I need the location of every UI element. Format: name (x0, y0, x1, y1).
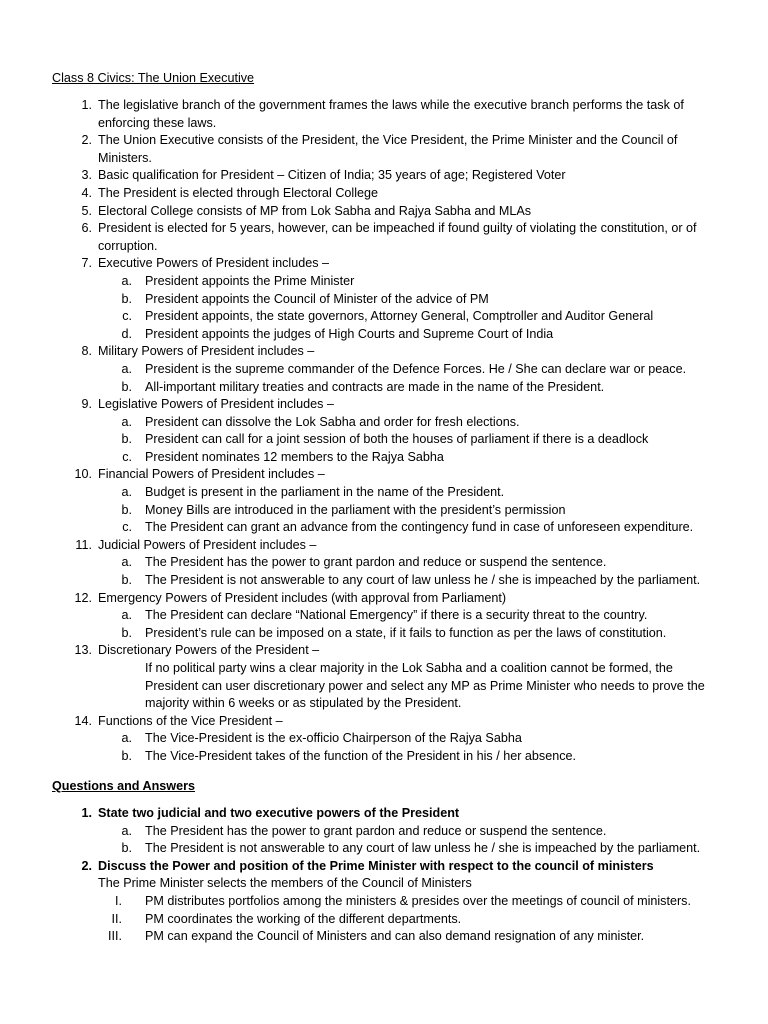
list-item-number: 8. (81, 344, 92, 359)
sub-item-letter: a. (121, 485, 132, 500)
list-item-text: Judicial Powers of President includes – (98, 537, 317, 552)
list-item (0, 537, 768, 555)
sub-list-item (0, 502, 768, 520)
answer-item (0, 928, 768, 946)
list-item (0, 396, 768, 414)
list-item (0, 343, 768, 361)
sub-list-item (0, 484, 768, 502)
sub-item-text: President is the supreme commander of the Defence Forces. He / She can declare war or peace. (145, 361, 687, 376)
list-item-number: 14. (74, 713, 92, 728)
sub-item-letter: b. (121, 291, 132, 306)
list-item-number: 3. (81, 168, 92, 183)
list-item-number: 5. (81, 203, 92, 218)
sub-item-letter: a. (121, 555, 132, 570)
list-item-text: Electoral College consists of MP from Lok Sabha and Rajya Sabha and MLAs (98, 203, 532, 218)
sub-item-text: The Vice-President takes of the function of the President in his / her absence. (145, 748, 577, 763)
list-item (0, 255, 768, 273)
list-item-number: 1. (81, 98, 92, 112)
answer-letter: a. (121, 823, 132, 838)
sub-item-text: President appoints, the state governors, Attorney General, Comptroller and Auditor General (145, 309, 654, 324)
list-item-text: Discretionary Powers of the President – (98, 643, 320, 658)
sub-item-letter: a. (121, 731, 132, 746)
answer-item (0, 823, 768, 841)
sub-item-text: President’s rule can be imposed on a state, if it fails to function as per the laws of constitution. (145, 625, 667, 640)
sub-item-text: The President can grant an advance from the contingency fund in case of unforeseen expenditure. (145, 520, 694, 535)
list-item-number: 13. (74, 643, 92, 658)
list-item-text: Military Powers of President includes – (98, 344, 315, 359)
list-item-number: 9. (81, 397, 92, 412)
sub-item-letter: c. (122, 520, 132, 535)
page-title: Class 8 Civics: The Union Executive (52, 71, 255, 85)
sub-item-text: President nominates 12 members to the Rajya Sabha (145, 449, 444, 464)
list-item-text: The legislative branch of the government frames the laws while the executive branch performs the task of enforcing these laws. (98, 98, 684, 130)
qa-list (0, 805, 768, 946)
sub-item-letter: b. (121, 625, 132, 640)
list-item (0, 185, 768, 203)
sub-item-text: President can dissolve the Lok Sabha and order for fresh elections. (145, 414, 520, 429)
answer-roman-numeral: I. (115, 893, 122, 908)
sub-item-text: President appoints the Council of Minister of the advice of PM (145, 291, 489, 306)
sub-item-text: The President has the power to grant pardon and reduce or suspend the sentence. (145, 555, 607, 570)
question-item (0, 805, 768, 823)
sub-item-text: The President is not answerable to any court of law unless he / she is impeached by the parliament. (145, 573, 701, 588)
sub-item-text: President can call for a joint session of both the houses of parliament if there is a deadlock (145, 432, 649, 447)
list-item (0, 466, 768, 484)
sub-item-letter: a. (121, 414, 132, 429)
sub-item-letter: b. (121, 502, 132, 517)
list-item (0, 203, 768, 221)
list-item-number: 2. (81, 133, 92, 148)
sub-item-letter: a. (121, 608, 132, 623)
sub-list-item (0, 361, 768, 379)
answer-item (0, 911, 768, 929)
sub-item-letter: c. (122, 449, 132, 464)
answer-intro: The Prime Minister selects the members of the Council of Ministers (98, 876, 472, 891)
question-item (0, 858, 768, 876)
question-text: Discuss the Power and position of the Prime Minister with respect to the council of ministers (98, 858, 654, 873)
sub-list-item (0, 273, 768, 291)
sub-item-letter: c. (122, 309, 132, 324)
question-text: State two judicial and two executive powers of the President (98, 806, 460, 820)
sub-list-item (0, 519, 768, 537)
sub-item-text: President appoints the Prime Minister (145, 273, 355, 288)
answer-roman-numeral: III. (108, 929, 122, 944)
sub-list-item (0, 607, 768, 625)
list-item-number: 6. (81, 221, 92, 236)
list-item-number: 7. (81, 256, 92, 271)
sub-item-letter: b. (121, 379, 132, 394)
section-heading-qa: Questions and Answers (52, 779, 195, 793)
sub-item-text: President appoints the judges of High Courts and Supreme Court of India (145, 326, 554, 341)
sub-list-item (0, 449, 768, 467)
list-item-text: Emergency Powers of President includes (with approval from Parliament) (98, 590, 507, 605)
answer-item (0, 893, 768, 911)
list-item-paragraph: If no political party wins a clear majority in the Lok Sabha and a coalition cannot be formed, the President can user discretionary power and select any MP as Prime Minister who needs to prove the majority within 6 weeks or as stipulated by the President. (145, 661, 705, 711)
sub-list-item (0, 414, 768, 432)
list-item-text: Financial Powers of President includes – (98, 467, 325, 482)
list-item (0, 167, 768, 185)
sub-list-item (0, 572, 768, 590)
list-item (0, 132, 768, 167)
sub-item-letter: d. (121, 326, 132, 341)
answer-item (0, 840, 768, 858)
sub-list-item (0, 431, 768, 449)
sub-list-item (0, 379, 768, 397)
answer-text: PM coordinates the working of the different departments. (145, 911, 462, 926)
sub-item-text: All-important military treaties and contracts are made in the name of the President. (145, 379, 605, 394)
list-item (0, 97, 768, 132)
sub-item-letter: b. (121, 748, 132, 763)
answer-text: The President is not answerable to any court of law unless he / she is impeached by the parliament. (145, 841, 701, 856)
list-item-number: 12. (74, 590, 92, 605)
question-number: 2. (81, 858, 92, 873)
sub-list-item (0, 625, 768, 643)
list-item-text: President is elected for 5 years, however, can be impeached if found guilty of violating the constitution, or of corruption. (98, 221, 697, 253)
list-item-text: Executive Powers of President includes – (98, 256, 330, 271)
list-item (0, 220, 768, 255)
sub-item-text: The President can declare “National Emergency” if there is a security threat to the country. (145, 608, 648, 623)
answer-roman-numeral: II. (111, 911, 122, 926)
answer-letter: b. (121, 841, 132, 856)
sub-item-text: Money Bills are introduced in the parliament with the president’s permission (145, 502, 566, 517)
list-item (0, 590, 768, 608)
sub-list-item (0, 748, 768, 766)
list-item (0, 642, 768, 660)
question-number: 1. (81, 806, 92, 820)
sub-list-item (0, 554, 768, 572)
sub-list-item (0, 291, 768, 309)
list-item-number: 4. (81, 185, 92, 200)
sub-item-text: The Vice-President is the ex-officio Chairperson of the Rajya Sabha (145, 731, 522, 746)
sub-list-item (0, 730, 768, 748)
list-item-text: Functions of the Vice President – (98, 713, 283, 728)
sub-item-text: Budget is present in the parliament in the name of the President. (145, 485, 505, 500)
sub-item-letter: a. (121, 361, 132, 376)
sub-item-letter: b. (121, 573, 132, 588)
list-item-number: 10. (74, 467, 92, 482)
answer-text: PM distributes portfolios among the ministers & presides over the meetings of council of ministers. (145, 893, 691, 908)
list-item-text: Basic qualification for President – Citizen of India; 35 years of age; Registered Voter (98, 168, 566, 183)
sub-list-item (0, 326, 768, 344)
sub-item-letter: a. (121, 273, 132, 288)
sub-list-item (0, 308, 768, 326)
answer-text: PM can expand the Council of Ministers and can also demand resignation of any minister. (145, 929, 645, 944)
sub-item-letter: b. (121, 432, 132, 447)
list-item-text: The Union Executive consists of the President, the Vice President, the Prime Minister and the Council of Ministers. (98, 133, 678, 165)
list-item-text: The President is elected through Electoral College (98, 185, 379, 200)
answer-text: The President has the power to grant pardon and reduce or suspend the sentence. (145, 823, 607, 838)
list-item (0, 713, 768, 731)
list-item-number: 11. (75, 537, 92, 552)
list-item-text: Legislative Powers of President includes – (98, 397, 334, 412)
notes-list (0, 97, 768, 766)
